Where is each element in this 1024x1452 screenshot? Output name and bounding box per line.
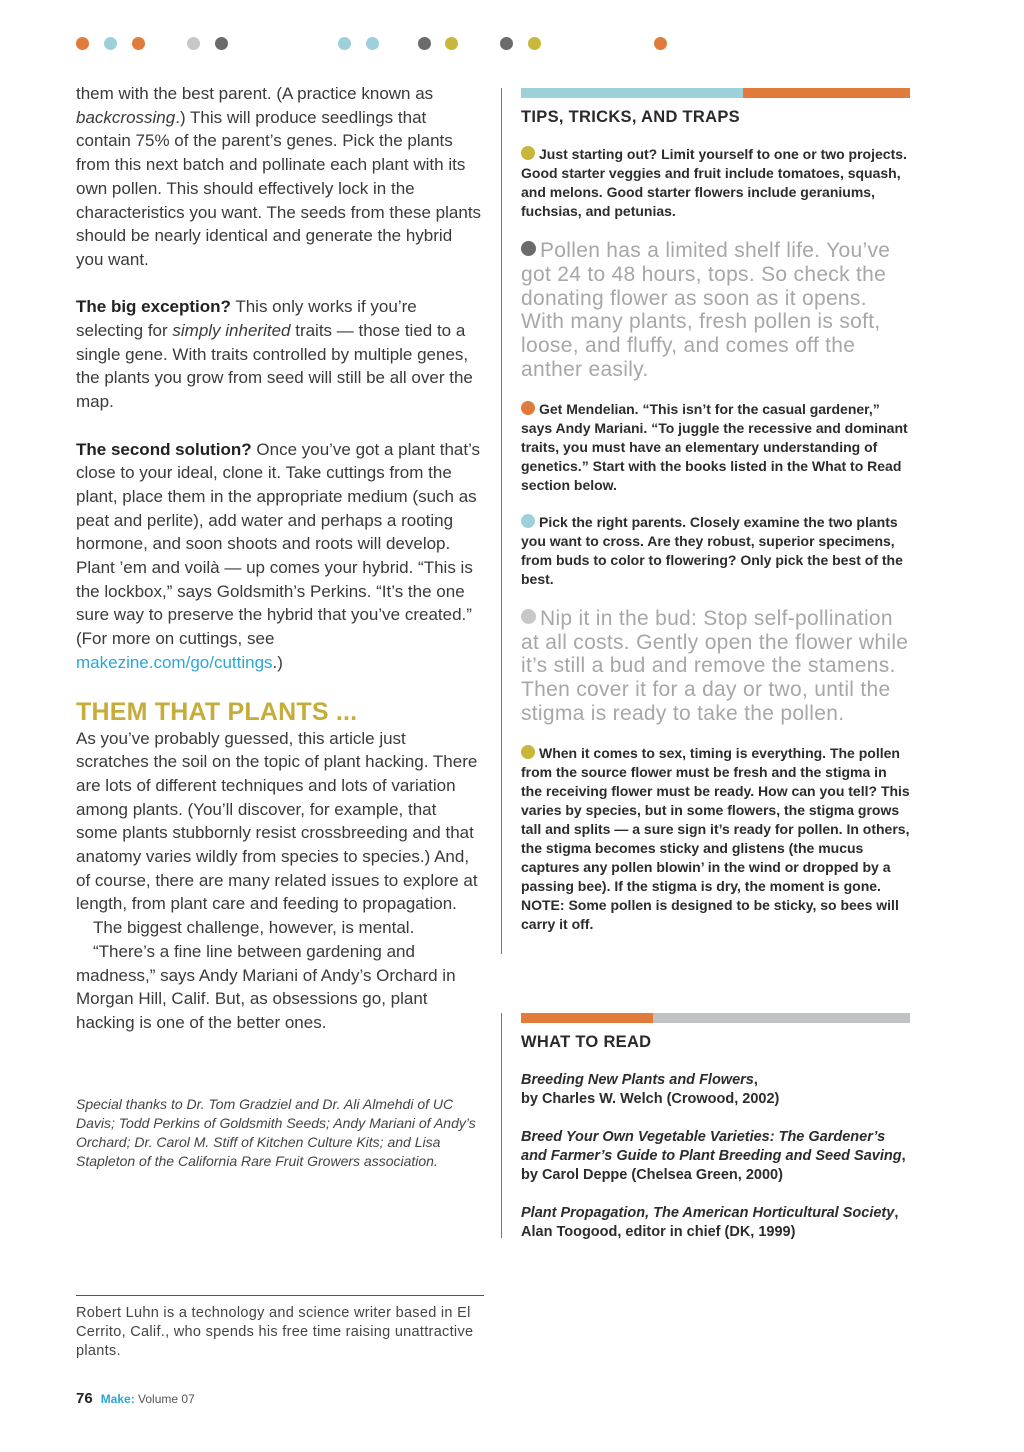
tips-accent-bar-blue: [521, 88, 743, 98]
text: them with the best parent. (A practice known as: [76, 84, 434, 103]
tips-heading: TIPS, TRICKS, AND TRAPS: [521, 108, 740, 126]
text: traits — those tied to a single gene. With traits controlled by multiple genes, the plants you grow from seed will still be all over the map.: [76, 321, 473, 412]
tip-text: Pollen has a limited shelf life. You’ve got 24 to 48 hours, tops. So check the donating flower as soon as it opens. With many plants, fresh pollen is soft, loose, and fluffy, and comes off the anther easily.: [521, 239, 891, 381]
decor-dot: [76, 37, 89, 50]
tip-text: Pick the right parents. Closely examine the two plants you want to cross. Are they robust, superior specimens, from buds to color to flowering? Only pick the best of the best.: [521, 513, 903, 587]
decor-dot: [445, 37, 458, 50]
emphasis: simply inherited: [172, 321, 291, 341]
book-details: , by Carol Deppe (Chelsea Green, 2000): [521, 1148, 906, 1183]
decor-dot: [366, 37, 379, 50]
section-heading: THEM THAT PLANTS ...: [76, 697, 358, 726]
tip-item: [521, 400, 911, 495]
cuttings-link[interactable]: makezine.com/go/cuttings: [76, 652, 273, 672]
text: Once you’ve got a plant that’s close to your ideal, clone it. Take cuttings from the plant, place them in the appropriate medium (such as peat and perlite), add water and perhaps a rooting hormone, and soon shoots and roots will develop. Plant ’em and voilà — up comes your hybrid. “This is the lockbox,” says Goldsmith’s Perkins. “It’s the one sure way to preserve the hybrid that you’ve created.” (For more on cuttings, see: [76, 439, 481, 649]
read-accent-bar-orange: [521, 1013, 653, 1023]
bullet-dot-icon: [521, 401, 535, 415]
paragraph-backcrossing: [76, 82, 482, 272]
tips-accent-bar-orange: [743, 88, 910, 98]
author-bio: Robert Luhn is a technology and science writer based in El Cerrito, Calif., who spends his free time raising unattractive plants.: [76, 1305, 474, 1359]
tip-item: [521, 513, 911, 589]
paragraph-big-exception: [76, 295, 482, 414]
page-number: 76: [76, 1390, 93, 1407]
book-details: , by Charles W. Welch (Crowood, 2002): [521, 1072, 780, 1107]
article-column: [76, 82, 482, 1035]
lead-in: The second solution?: [76, 439, 252, 459]
decor-dot: [500, 37, 513, 50]
book-entry: [521, 1128, 913, 1185]
book-details: , Alan Toogood, editor in chief (DK, 1999): [521, 1205, 899, 1240]
book-title: Plant Propagation, The American Horticultural Society: [521, 1205, 895, 1221]
decor-dot: [104, 37, 117, 50]
bullet-dot-icon: [521, 745, 535, 759]
decor-dot: [215, 37, 228, 50]
decor-dot: [187, 37, 200, 50]
tip-text: Get Mendelian. “This isn’t for the casual gardener,” says Andy Mariani. “To juggle the recessive and dominant traits, you must have an elementary understanding of genetics.” Start with the books listed in the What to Read section below.: [521, 400, 908, 493]
read-accent-bar-gray: [653, 1013, 910, 1023]
paragraph-second-solution: [76, 438, 482, 675]
paragraph-quote: “There’s a fine line between gardening and madness,” says Andy Mariani of Andy’s Orchard in Morgan Hill, Calif. But, as obsessions go, plant hacking is one of the better ones.: [76, 941, 456, 1032]
decor-dot: [528, 37, 541, 50]
reading-list: [521, 1071, 913, 1261]
bullet-dot-icon: [521, 146, 535, 160]
acknowledgements: Special thanks to Dr. Tom Gradziel and Dr. Ali Almehdi of UC Davis; Todd Perkins of Goldsmith Seeds; Andy Mariani of Andy’s Orchard; Dr. Carol M. Stiff of Kitchen Culture Kits; and Lisa Stapleton of the California Rare Fruit Growers association.: [76, 1096, 476, 1169]
bullet-dot-icon: [521, 609, 536, 624]
decor-dot: [418, 37, 431, 50]
tip-text: Nip it in the bud: Stop self-pollination at all costs. Gently open the flower while it’s still a bud and remove the stamens. Then cover it for a day or two, until the stigma is ready to take the pollen.: [521, 606, 909, 725]
book-entry: [521, 1071, 913, 1109]
column-divider: [501, 88, 502, 954]
text: .): [272, 652, 283, 672]
tip-text: When it comes to sex, timing is everything. The pollen from the source flower must be fresh and the stigma in the receiving flower must be ready. How can you tell? This varies by species, but in some flowers, the stigma grows tall and splits — a sure sign it’s ready for pollen. In others, the stigma becomes sticky and glistens (the mucus captures any pollen blowin’ in the wind or dropped by a passing bee). If the stigma is dry, the moment is gone. NOTE: Some pollen is designed to be sticky, so bees will carry it off.: [521, 744, 910, 932]
bullet-dot-icon: [521, 241, 536, 256]
volume-label: Volume 07: [134, 1392, 195, 1406]
decor-dot: [132, 37, 145, 50]
emphasis: backcrossing: [76, 107, 176, 127]
bullet-dot-icon: [521, 514, 535, 528]
tip-item: [521, 239, 911, 382]
page-footer: [76, 1390, 195, 1407]
text: .) This will produce seedlings that contain 75% of the parent’s genes. Pick the plants from this next batch and pollinate each plant with its own pollen. This should effectively lock in the characteristics you want. The seeds from these plants should be nearly identical and generate the hybrid you want.: [76, 107, 482, 269]
book-title: Breeding New Plants and Flowers: [521, 1072, 754, 1088]
book-entry: [521, 1204, 913, 1242]
tip-item: [521, 744, 911, 934]
book-title: Breed Your Own Vegetable Varieties: The Gardener’s and Farmer’s Guide to Plant Breeding and Seed Saving: [521, 1129, 902, 1164]
tip-item: [521, 145, 911, 221]
text: This only works if you’re selecting for: [76, 297, 417, 341]
tips-list: [521, 145, 911, 952]
column-divider: [501, 1013, 502, 1238]
decor-dot: [338, 37, 351, 50]
bio-divider: [76, 1295, 484, 1296]
lead-in: The big exception?: [76, 297, 231, 317]
paragraph-plant-hacking: As you’ve probably guessed, this article just scratches the soil on the topic of plant hacking. There are lots of different techniques and lots of variation among plants. (You’ll discover, for example, that some plants stubbornly resist crossbreeding and that anatomy varies wildly from species to species.) And, of course, there are many related issues to explore at length, from plant care and feeding to propagation.: [76, 728, 478, 914]
tip-item: [521, 607, 911, 726]
reading-heading: WHAT TO READ: [521, 1033, 652, 1051]
magazine-brand: Make:: [100, 1392, 135, 1406]
paragraph-challenge: The biggest challenge, however, is mental.: [93, 918, 415, 938]
decor-dot: [654, 37, 667, 50]
tip-text: Just starting out? Limit yourself to one or two projects. Good starter veggies and fruit include tomatoes, squash, and melons. Good starter flowers include geraniums, fuchsias, and petunias.: [521, 146, 907, 219]
